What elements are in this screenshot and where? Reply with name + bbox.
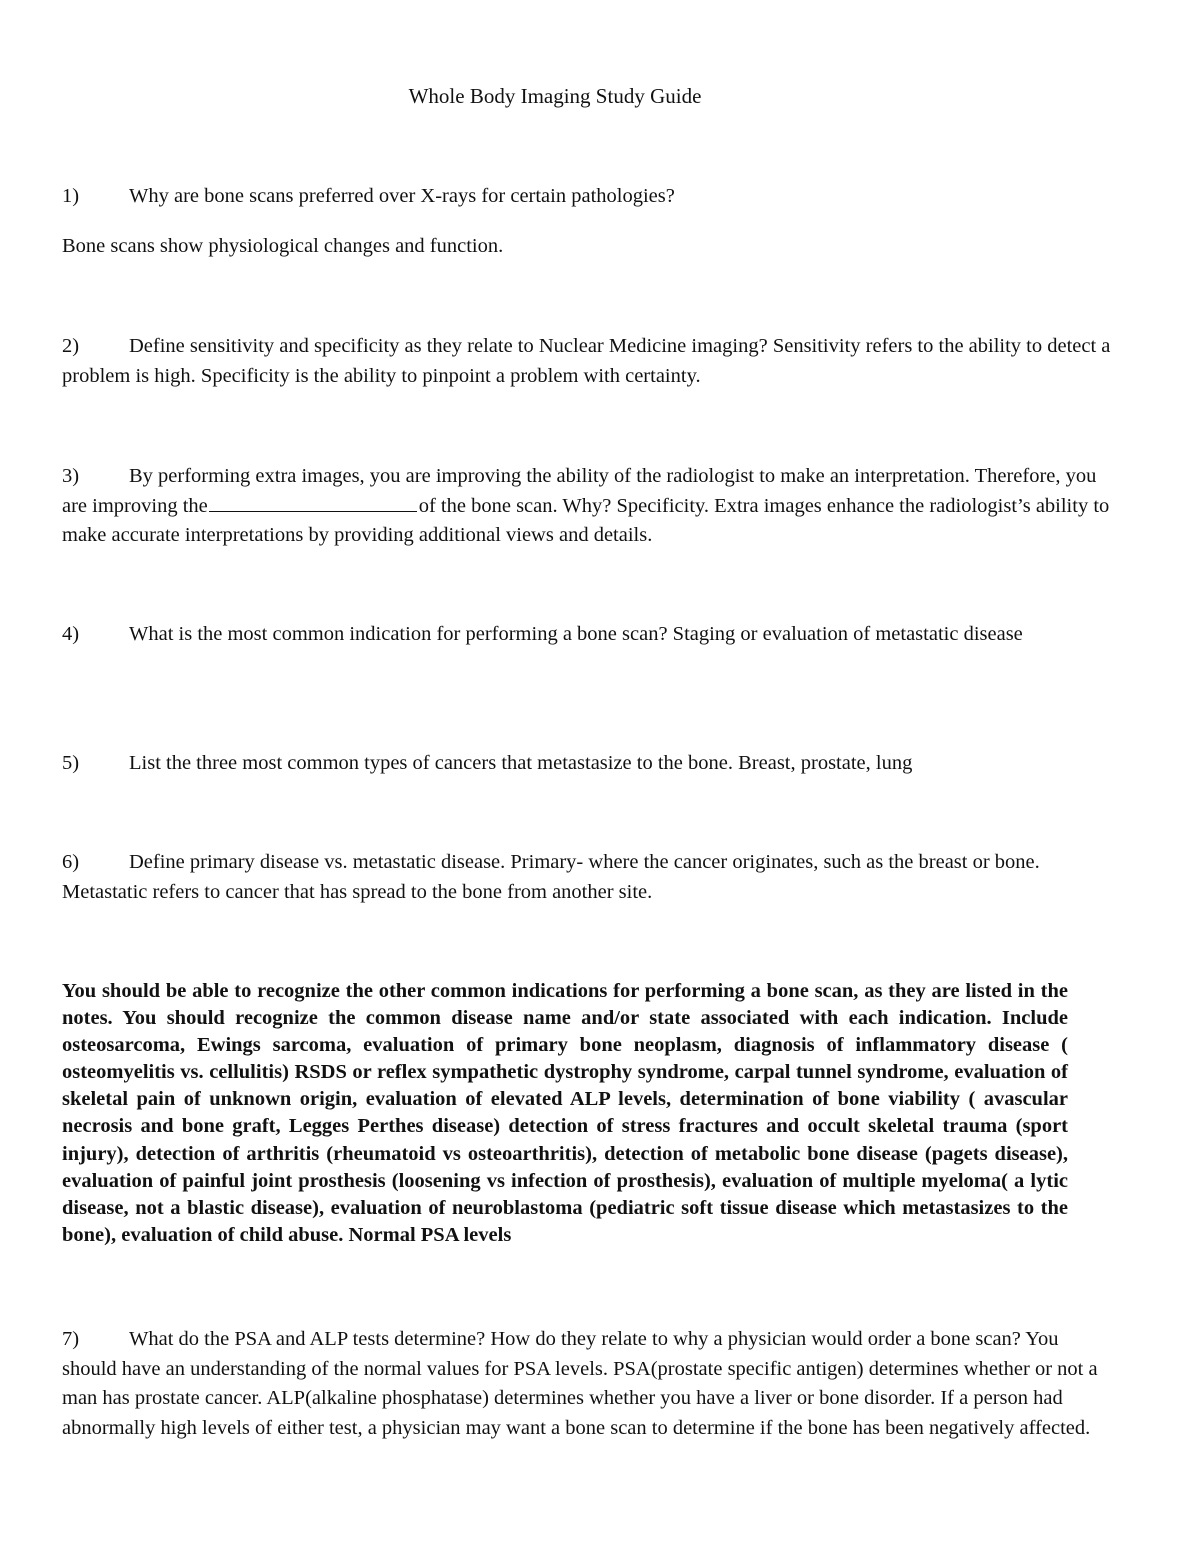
indications-note: You should be able to recognize the other common indications for performing a bone scan, as they are listed in the notes. You should recognize the common disease name and/or state associated with each indication. Include osteosarcoma, Ewings sarcoma, evaluation of primary bone neoplasm, diagnosis of inflammatory disease ( osteomyelitis vs. cellulitis) RSDS or reflex sympathetic dystrophy syndrome, carpal tunnel syndrome, evaluation of skeletal pain of unknown origin, evaluation of elevated ALP levels, determination of bone viability ( avascular necrosis and bone graft, Legges Perthes disease) detection of stress fractures and occult skeletal trauma (sport injury), detection of arthritis (rheumatoid vs osteoarthritis), detection of metabolic bone disease (pagets disease), evaluation of painful joint prosthesis (loosening vs infection of prosthesis), evaluation of multiple myeloma( a lytic disease, not a blastic disease), evaluation of neuroblastoma (pediatric soft tissue disease which metastasizes to the bone), evaluation of child abuse. Normal PSA levels [62, 980, 1068, 1246]
question-number: 1) [62, 185, 80, 207]
question-4 [62, 620, 1112, 650]
question-5 [62, 749, 1112, 779]
question-text: What is the most common indication for performing a bone scan? Staging or evaluation of metastatic disease [129, 623, 1023, 645]
question-text: Define sensitivity and specificity as they relate to Nuclear Medicine imaging? Sensitivity refers to the ability to detect a problem is high. Specificity is the ability to pinpoint a problem with certainty. [62, 335, 1111, 387]
question-number: 6) [62, 851, 80, 873]
question-number: 4) [62, 623, 80, 645]
answer-1: Bone scans show physiological changes and function. [62, 235, 504, 257]
question-number: 2) [62, 335, 80, 357]
question-text: List the three most common types of cancers that metastasize to the bone. Breast, prostate, lung [129, 752, 913, 774]
question-text: What do the PSA and ALP tests determine? How do they relate to why a physician would order a bone scan? You should have an understanding of the normal values for PSA levels. PSA(prostate specific antigen) determines whether or not a man has prostate cancer. ALP(alkaline phosphatase) determines whether you have a liver or bone disorder. If a person had abnormally high levels of either test, a physician may want a bone scan to determine if the bone has been negatively affected. [62, 1328, 1098, 1439]
document-title: Whole Body Imaging Study Guide [408, 84, 702, 108]
question-number: 7) [62, 1328, 80, 1350]
question-3 [62, 462, 1112, 551]
question-6 [62, 848, 1112, 907]
question-text-after-blank: of the bone scan. Why? Specificity. Extra images enhance the radiologist’s ability to make accurate interpretations by providing additional views and details. [62, 494, 1110, 546]
question-number: 3) [62, 465, 80, 487]
question-text: Why are bone scans preferred over X-rays for certain pathologies? [129, 185, 675, 207]
question-7 [62, 1325, 1112, 1443]
question-number: 5) [62, 752, 80, 774]
question-text-before-blank: By performing extra images, you are improving the ability of the radiologist to make an interpretation. Therefore, you are improving the [62, 465, 1097, 517]
question-text: Define primary disease vs. metastatic disease. Primary- where the cancer originates, such as the breast or bone. Metastatic refers to cancer that has spread to the bone from another site. [62, 851, 1040, 903]
question-1 [62, 182, 1112, 212]
question-2 [62, 332, 1112, 391]
fill-in-blank [209, 493, 417, 512]
